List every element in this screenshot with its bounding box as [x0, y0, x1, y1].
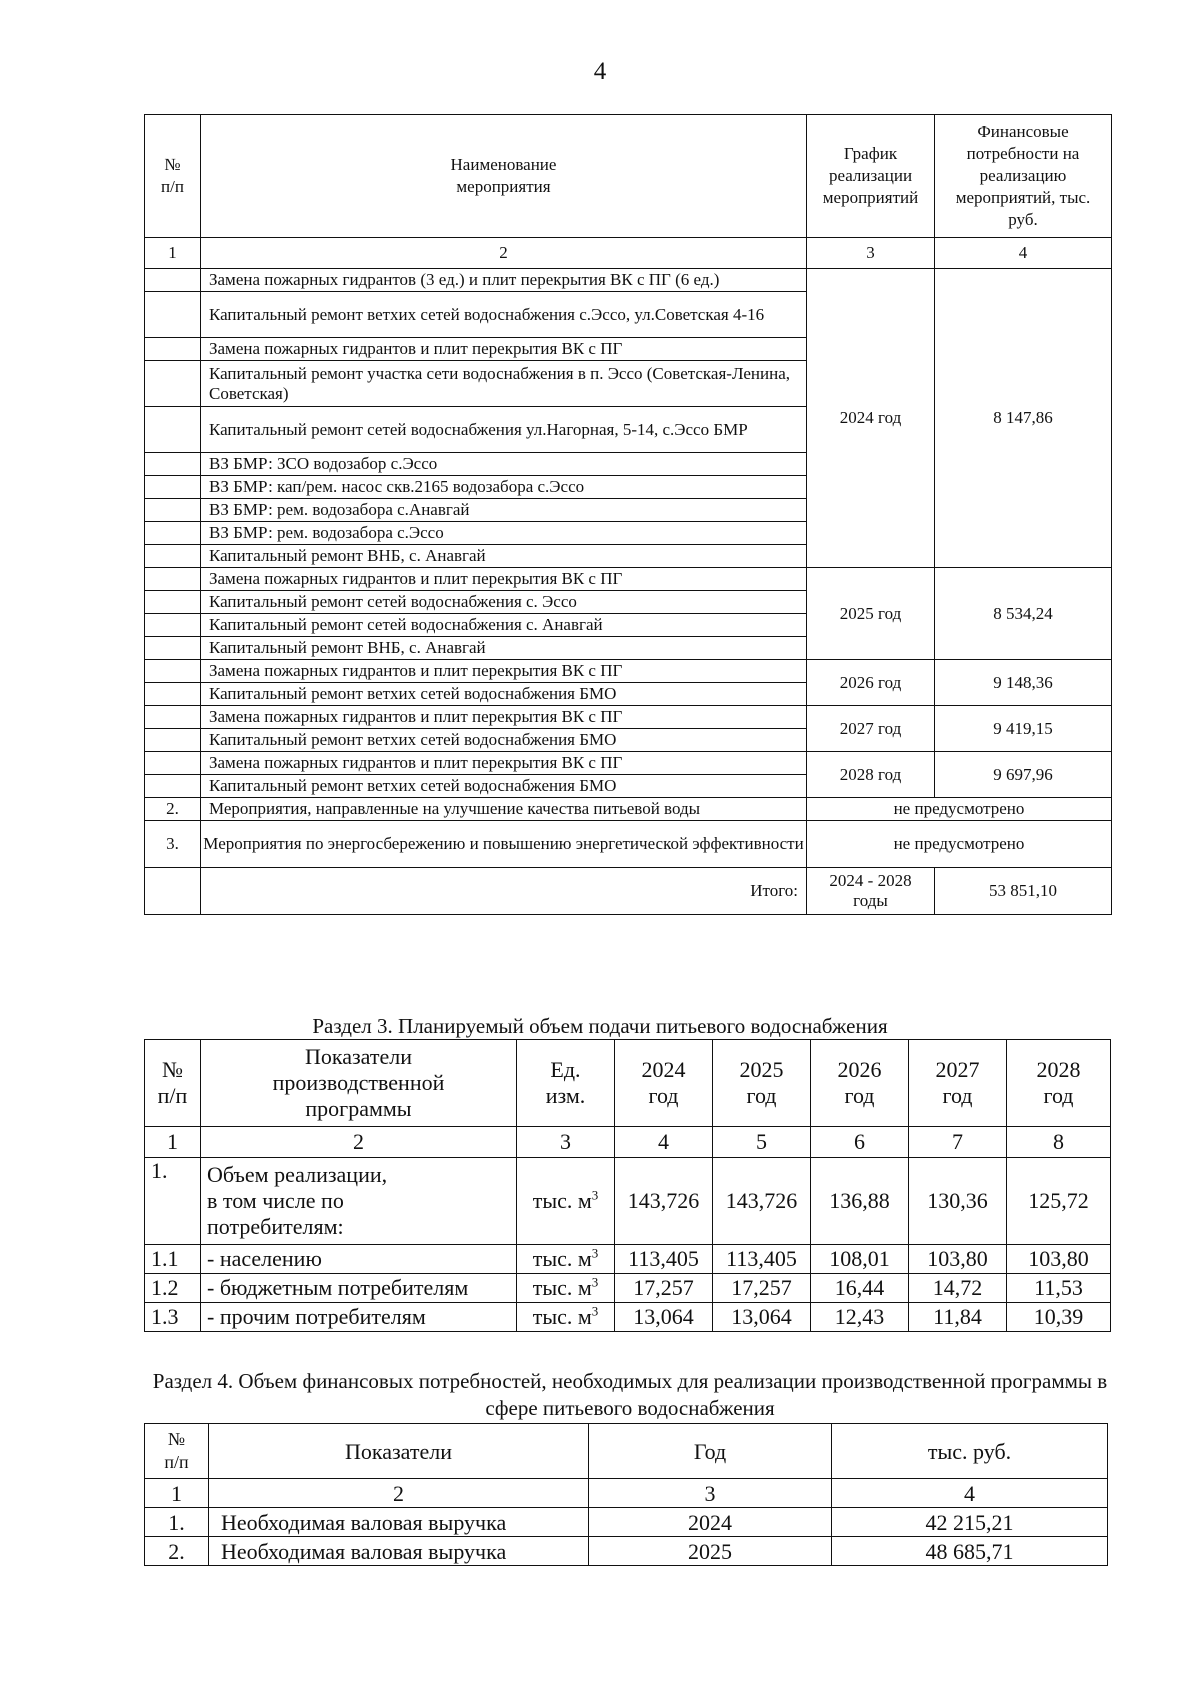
measure-name: Замена пожарных гидрантов и плит перекрытия ВК с ПГ: [201, 338, 807, 361]
total-period: 2024 - 2028 годы: [807, 868, 935, 915]
col-number: 3: [517, 1127, 615, 1158]
measure-year: 2024 год: [807, 269, 935, 568]
supply-value: 11,53: [1007, 1274, 1111, 1303]
col-number: 5: [713, 1127, 811, 1158]
measure-num: [145, 568, 201, 591]
header-name: Наименование мероприятия: [201, 115, 807, 238]
section3-title: Раздел 3. Планируемый объем подачи питьевого водоснабжения: [312, 1014, 888, 1038]
measure-num: [145, 453, 201, 476]
finance-name: Необходимая валовая выручка: [209, 1537, 589, 1566]
measure-name: ВЗ БМР: рем. водозабора с.Анавгай: [201, 499, 807, 522]
measures-header-row: [145, 115, 1112, 238]
unit-superscript: 3: [591, 1274, 599, 1290]
measure-num: [145, 407, 201, 453]
finance-row: [145, 1508, 1108, 1537]
measure-name: Мероприятия, направленные на улучшение качества питьевой воды: [201, 798, 807, 821]
unit-text: тыс. м: [532, 1275, 592, 1300]
measure-num: [145, 499, 201, 522]
supply-row: [145, 1158, 1111, 1245]
col-number: 3: [589, 1479, 832, 1508]
measure-num: [145, 361, 201, 407]
supply-value: 113,405: [615, 1245, 713, 1274]
supply-name: - населению: [201, 1245, 517, 1274]
supply-name: - прочим потребителям: [201, 1303, 517, 1332]
col-number: 2: [201, 238, 807, 269]
finance-header-row: [145, 1424, 1108, 1479]
supply-value: 113,405: [713, 1245, 811, 1274]
measure-row: [145, 660, 1112, 683]
measure-name: Капитальный ремонт ВНБ, с. Анавгай: [201, 637, 807, 660]
supply-num: 1.3: [145, 1303, 201, 1332]
header-unit: Ед. изм.: [517, 1040, 615, 1127]
col-number: 8: [1007, 1127, 1111, 1158]
supply-unit: [517, 1158, 615, 1245]
unit-text: тыс. м: [532, 1188, 592, 1213]
col-number: 1: [145, 238, 201, 269]
supply-num: 1.2: [145, 1274, 201, 1303]
supply-num: 1.: [145, 1158, 201, 1245]
col-number: 4: [615, 1127, 713, 1158]
col-number: 4: [935, 238, 1112, 269]
supply-value: 13,064: [615, 1303, 713, 1332]
total-label: Итого:: [201, 868, 807, 915]
measure-num: [145, 591, 201, 614]
measure-num: [145, 614, 201, 637]
measure-year: 2026 год: [807, 660, 935, 706]
finance-amount: 48 685,71: [832, 1537, 1108, 1566]
measure-row: [145, 269, 1112, 292]
header-schedule: График реализации мероприятий: [807, 115, 935, 238]
measure-num: [145, 292, 201, 338]
finance-num: 1.: [145, 1508, 209, 1537]
header-year: 2024 год: [615, 1040, 713, 1127]
header-indicator: Показатели: [209, 1424, 589, 1479]
column-numbers-row: [145, 238, 1112, 269]
header-year: Год: [589, 1424, 832, 1479]
measure-name: Замена пожарных гидрантов и плит перекрытия ВК с ПГ: [201, 706, 807, 729]
measure-num: 3.: [145, 821, 201, 868]
header-indicator: Показатели производственной программы: [201, 1040, 517, 1127]
measure-name: ВЗ БМР: ЗСО водозабор с.Эссо: [201, 453, 807, 476]
measure-amount: 9 148,36: [935, 660, 1112, 706]
measure-name: Капитальный ремонт сетей водоснабжения с. Эссо: [201, 591, 807, 614]
measure-name: Замена пожарных гидрантов и плит перекрытия ВК с ПГ: [201, 568, 807, 591]
supply-value: 10,39: [1007, 1303, 1111, 1332]
supply-value: 12,43: [811, 1303, 909, 1332]
measure-num: [145, 660, 201, 683]
finance-row: [145, 1537, 1108, 1566]
supply-value: 17,257: [713, 1274, 811, 1303]
measure-num: [145, 338, 201, 361]
header-amount: тыс. руб.: [832, 1424, 1108, 1479]
supply-header-row: [145, 1040, 1111, 1127]
finance-name: Необходимая валовая выручка: [209, 1508, 589, 1537]
col-number: 7: [909, 1127, 1007, 1158]
measure-value: не предусмотрено: [807, 798, 1112, 821]
supply-value: 11,84: [909, 1303, 1007, 1332]
supply-value: 14,72: [909, 1274, 1007, 1303]
measure-row-3: [145, 821, 1112, 868]
header-num: № п/п: [145, 115, 201, 238]
measure-amount: 9 697,96: [935, 752, 1112, 798]
unit-superscript: 3: [591, 1245, 599, 1261]
measure-name: Капитальный ремонт сетей водоснабжения ул.Нагорная, 5-14, с.Эссо БМР: [201, 407, 807, 453]
measure-row: [145, 568, 1112, 591]
measure-name: ВЗ БМР: кап/рем. насос скв.2165 водозабора с.Эссо: [201, 476, 807, 499]
measure-num: [145, 683, 201, 706]
measure-name: Капитальный ремонт сетей водоснабжения с. Анавгай: [201, 614, 807, 637]
measure-name: Капитальный ремонт ветхих сетей водоснабжения БМО: [201, 775, 807, 798]
total-num: [145, 868, 201, 915]
col-number: 4: [832, 1479, 1108, 1508]
header-year: 2026 год: [811, 1040, 909, 1127]
finance-needs-table: [144, 1423, 1108, 1566]
page-number: 4: [593, 58, 607, 85]
measure-num: [145, 637, 201, 660]
supply-name: Объем реализации, в том числе по потребителям:: [201, 1158, 517, 1245]
header-year: 2027 год: [909, 1040, 1007, 1127]
section4-title: Раздел 4. Объем финансовых потребностей, необходимых для реализации производственной программы в сфере питьевого водоснабжения: [152, 1369, 1108, 1420]
measure-name: Замена пожарных гидрантов и плит перекрытия ВК с ПГ: [201, 660, 807, 683]
measure-year: 2025 год: [807, 568, 935, 660]
supply-num: 1.1: [145, 1245, 201, 1274]
supply-unit: [517, 1245, 615, 1274]
measure-num: [145, 752, 201, 775]
supply-value: 130,36: [909, 1158, 1007, 1245]
column-numbers-row: [145, 1479, 1108, 1508]
col-number: 6: [811, 1127, 909, 1158]
measure-amount: 9 419,15: [935, 706, 1112, 752]
header-num: № п/п: [145, 1040, 201, 1127]
total-amount: 53 851,10: [935, 868, 1112, 915]
measure-name: ВЗ БМР: рем. водозабора с.Эссо: [201, 522, 807, 545]
measure-num: 2.: [145, 798, 201, 821]
finance-year: 2025: [589, 1537, 832, 1566]
supply-row: [145, 1274, 1111, 1303]
header-year: 2028 год: [1007, 1040, 1111, 1127]
supply-volume-table: [144, 1039, 1111, 1332]
supply-row: [145, 1245, 1111, 1274]
supply-name: - бюджетным потребителям: [201, 1274, 517, 1303]
supply-value: 108,01: [811, 1245, 909, 1274]
col-number: 2: [201, 1127, 517, 1158]
unit-text: тыс. м: [532, 1246, 592, 1271]
col-number: 1: [145, 1127, 201, 1158]
measure-name: Капитальный ремонт ветхих сетей водоснабжения БМО: [201, 683, 807, 706]
measure-row: [145, 752, 1112, 775]
unit-superscript: 3: [591, 1187, 599, 1203]
unit-text: тыс. м: [532, 1304, 592, 1329]
supply-value: 143,726: [615, 1158, 713, 1245]
col-number: 2: [209, 1479, 589, 1508]
measure-num: [145, 269, 201, 292]
supply-value: 143,726: [713, 1158, 811, 1245]
total-row: [145, 868, 1112, 915]
finance-num: 2.: [145, 1537, 209, 1566]
measure-name: Капитальный ремонт ветхих сетей водоснабжения с.Эссо, ул.Советская 4-16: [201, 292, 807, 338]
supply-row: [145, 1303, 1111, 1332]
measure-year: 2028 год: [807, 752, 935, 798]
supply-value: 17,257: [615, 1274, 713, 1303]
header-year: 2025 год: [713, 1040, 811, 1127]
measure-year: 2027 год: [807, 706, 935, 752]
measure-row-2: [145, 798, 1112, 821]
measure-row: [145, 706, 1112, 729]
supply-value: 13,064: [713, 1303, 811, 1332]
measure-amount: 8 147,86: [935, 269, 1112, 568]
supply-value: 103,80: [909, 1245, 1007, 1274]
finance-year: 2024: [589, 1508, 832, 1537]
column-numbers-row: [145, 1127, 1111, 1158]
header-num: № п/п: [145, 1424, 209, 1479]
measure-num: [145, 775, 201, 798]
measure-num: [145, 729, 201, 752]
measure-num: [145, 522, 201, 545]
header-finance: Финансовые потребности на реализацию мероприятий, тыс. руб.: [935, 115, 1112, 238]
measures-table: [144, 114, 1112, 915]
supply-value: 136,88: [811, 1158, 909, 1245]
supply-value: 103,80: [1007, 1245, 1111, 1274]
measure-num: [145, 545, 201, 568]
supply-unit: [517, 1274, 615, 1303]
supply-value: 125,72: [1007, 1158, 1111, 1245]
measure-num: [145, 706, 201, 729]
supply-value: 16,44: [811, 1274, 909, 1303]
measure-name: Капитальный ремонт ветхих сетей водоснабжения БМО: [201, 729, 807, 752]
measure-name: Замена пожарных гидрантов (3 ед.) и плит перекрытия ВК с ПГ (6 ед.): [201, 269, 807, 292]
finance-amount: 42 215,21: [832, 1508, 1108, 1537]
measure-value: не предусмотрено: [807, 821, 1112, 868]
measure-name: Капитальный ремонт участка сети водоснабжения в п. Эссо (Советская-Ленина, Советская): [201, 361, 807, 407]
measure-name: Капитальный ремонт ВНБ, с. Анавгай: [201, 545, 807, 568]
unit-superscript: 3: [591, 1303, 599, 1319]
col-number: 1: [145, 1479, 209, 1508]
col-number: 3: [807, 238, 935, 269]
measure-amount: 8 534,24: [935, 568, 1112, 660]
measure-name: Мероприятия по энергосбережению и повышению энергетической эффективности: [201, 821, 807, 868]
measure-num: [145, 476, 201, 499]
measure-name: Замена пожарных гидрантов и плит перекрытия ВК с ПГ: [201, 752, 807, 775]
supply-unit: [517, 1303, 615, 1332]
